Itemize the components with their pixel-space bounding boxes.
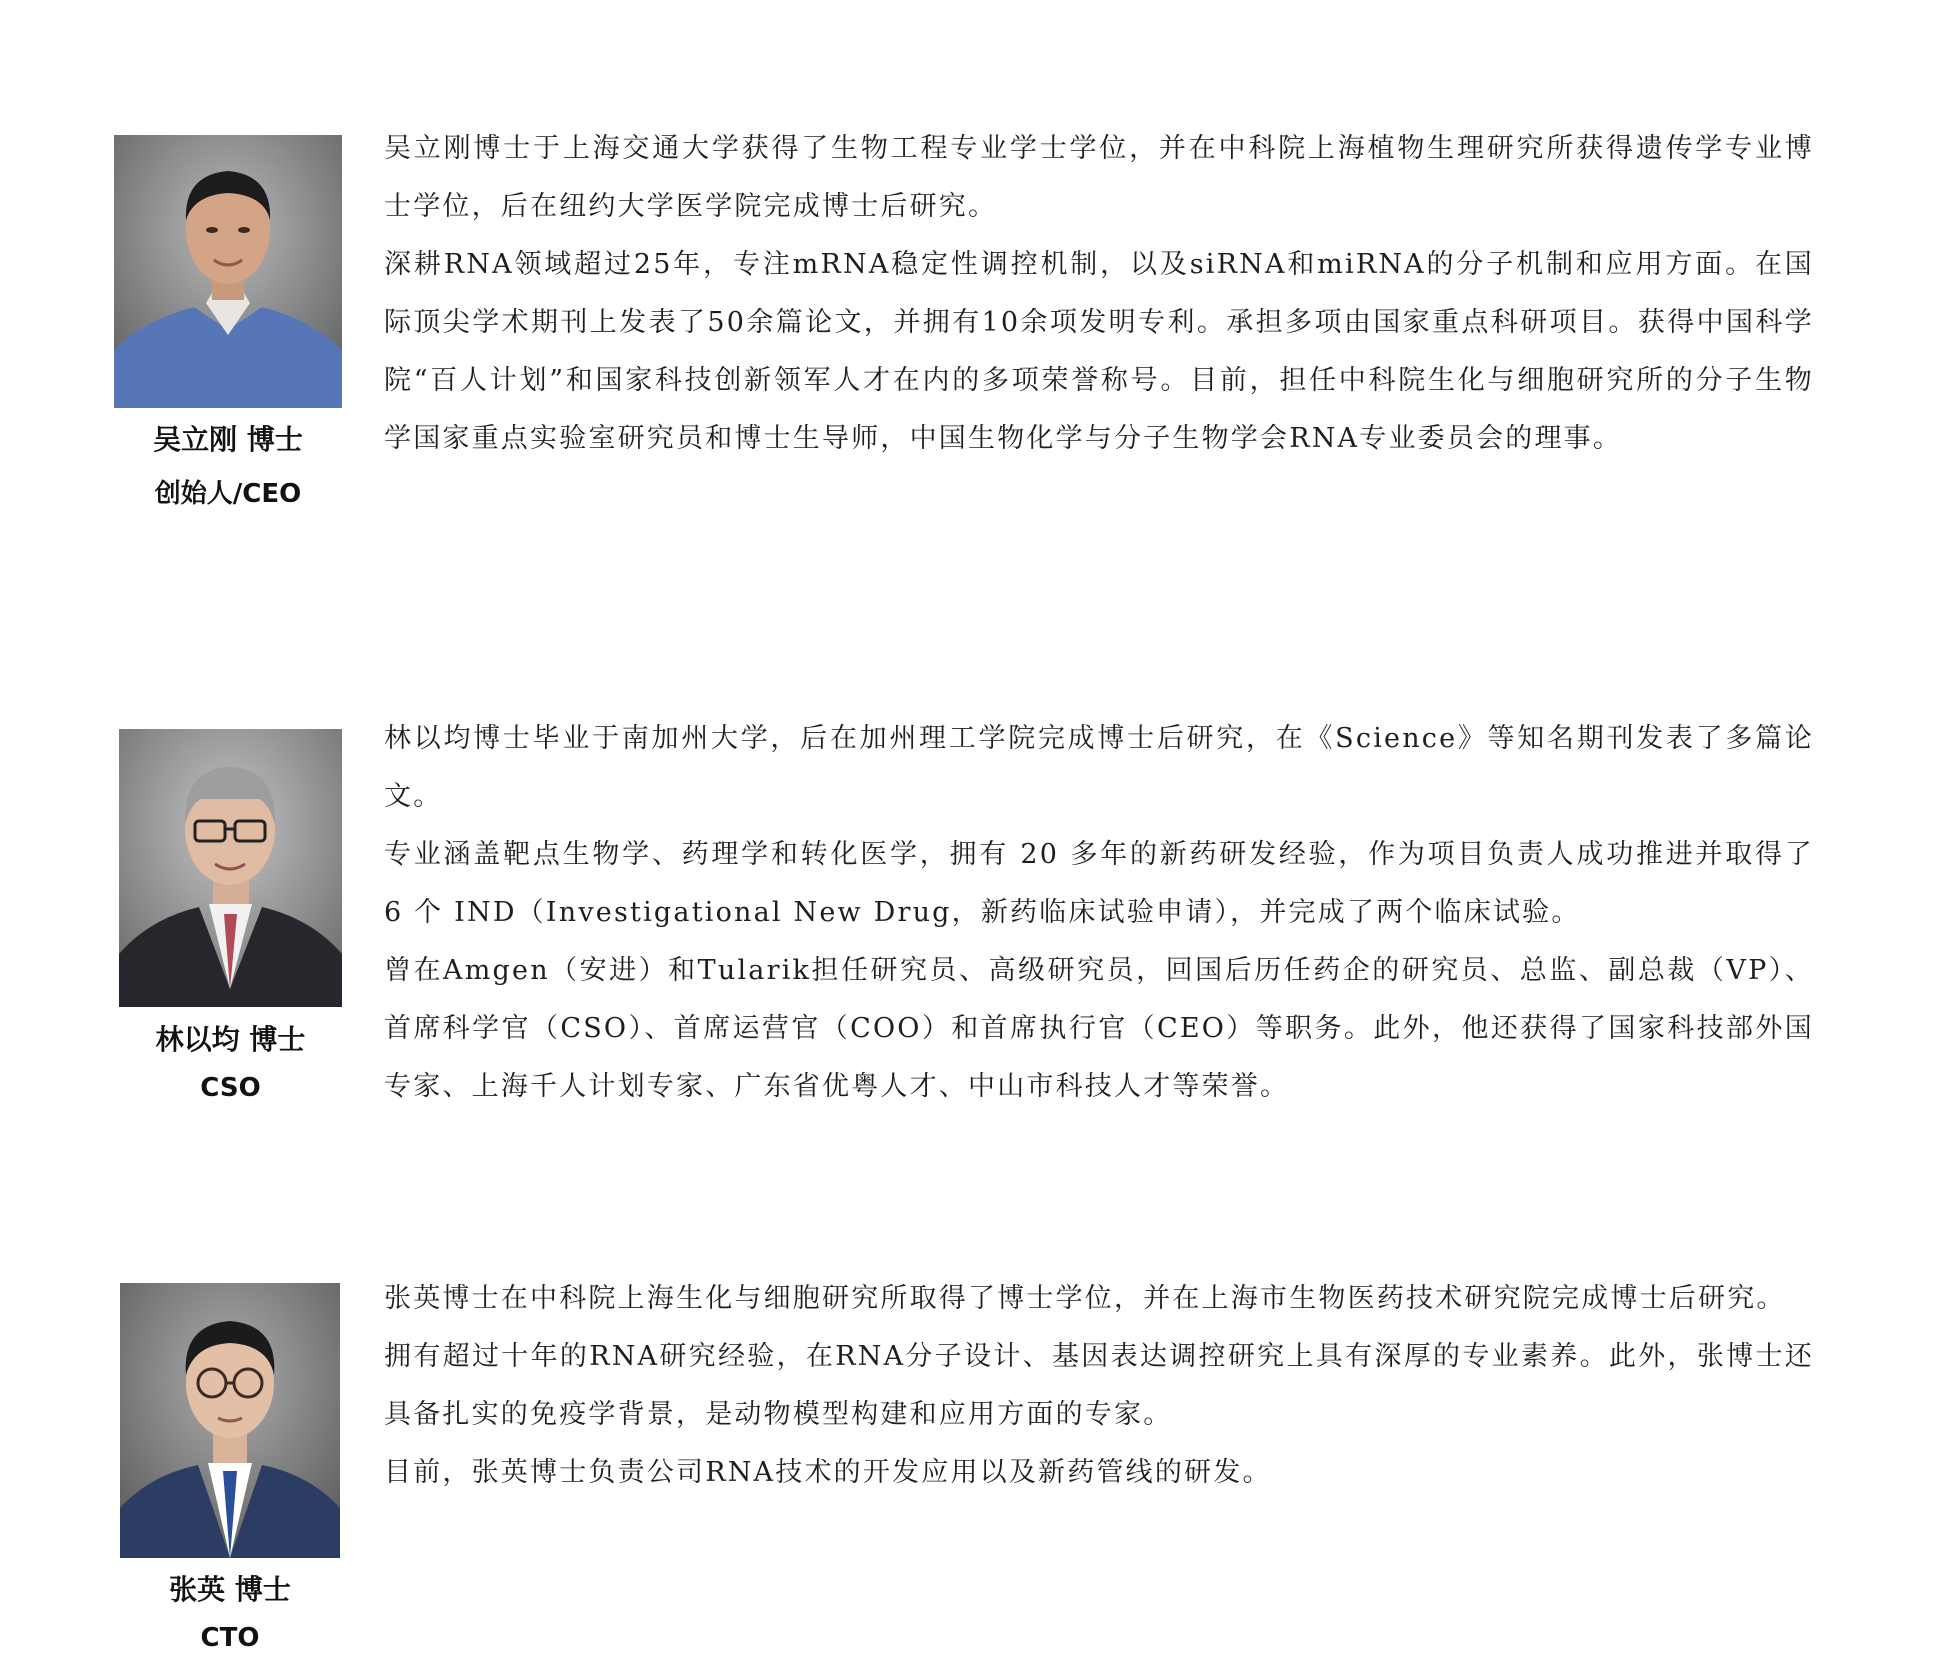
person-role: 创始人/CEO bbox=[154, 479, 302, 509]
person-name: 张英 博士 bbox=[169, 1573, 291, 1606]
person-name: 林以均 博士 bbox=[155, 1023, 306, 1056]
bio-paragraph: 吴立刚博士于上海交通大学获得了生物工程专业学士学位，并在中科院上海植物生理研究所获得遗传学专业博士学位，后在纽约大学医学院完成博士后研究。 bbox=[384, 133, 1814, 222]
portrait-photo bbox=[119, 729, 342, 1007]
bio-paragraph: 拥有超过十年的RNA研究经验，在RNA分子设计、基因表达调控研究上具有深厚的专业素养。此外，张博士还具备扎实的免疫学背景，是动物模型构建和应用方面的专家。 bbox=[384, 1341, 1814, 1430]
portrait-photo bbox=[120, 1283, 340, 1558]
bio-paragraph: 目前，张英博士负责公司RNA技术的开发应用以及新药管线的研发。 bbox=[384, 1457, 1272, 1488]
bio-text bbox=[384, 1270, 1814, 1502]
bio-paragraph: 张英博士在中科院上海生化与细胞研究所取得了博士学位，并在上海市生物医药技术研究院完成博士后研究。 bbox=[384, 1283, 1786, 1314]
bio-paragraph: 深耕RNA领域超过25年，专注mRNA稳定性调控机制，以及siRNA和miRNA的分子机制和应用方面。在国际顶尖学术期刊上发表了50余篇论文，并拥有10余项发明专利。承担多项由国家重点科研项目。获得中国科学院“百人计划”和国家科技创新领军人才在内的多项荣誉称号。目前，担任中科院生化与细胞研究所的分子生物学国家重点实验室研究员和博士生导师，中国生物化学与分子生物学会RNA专业委员会的理事。 bbox=[384, 249, 1814, 454]
bio-paragraph: 专业涵盖靶点生物学、药理学和转化医学，拥有 20 多年的新药研发经验，作为项目负责人成功推进并取得了 6 个 IND（Investigational New Drug，新药临床试验申请），并完成了两个临床试验。 bbox=[384, 839, 1814, 928]
portrait-photo bbox=[114, 135, 342, 408]
bio-text bbox=[384, 710, 1814, 1116]
person-role: CTO bbox=[200, 1623, 260, 1653]
bio-text bbox=[384, 120, 1814, 468]
person-role: CSO bbox=[200, 1073, 261, 1103]
bio-paragraph: 曾在Amgen（安进）和Tularik担任研究员、高级研究员，回国后历任药企的研究员、总监、副总裁（VP）、首席科学官（CSO）、首席运营官（COO）和首席执行官（CEO）等职务。此外，他还获得了国家科技部外国专家、上海千人计划专家、广东省优粤人才、中山市科技人才等荣誉。 bbox=[384, 955, 1814, 1102]
bio-paragraph: 林以均博士毕业于南加州大学，后在加州理工学院完成博士后研究，在《Science》等知名期刊发表了多篇论文。 bbox=[384, 723, 1814, 812]
person-name: 吴立刚 博士 bbox=[153, 423, 303, 456]
